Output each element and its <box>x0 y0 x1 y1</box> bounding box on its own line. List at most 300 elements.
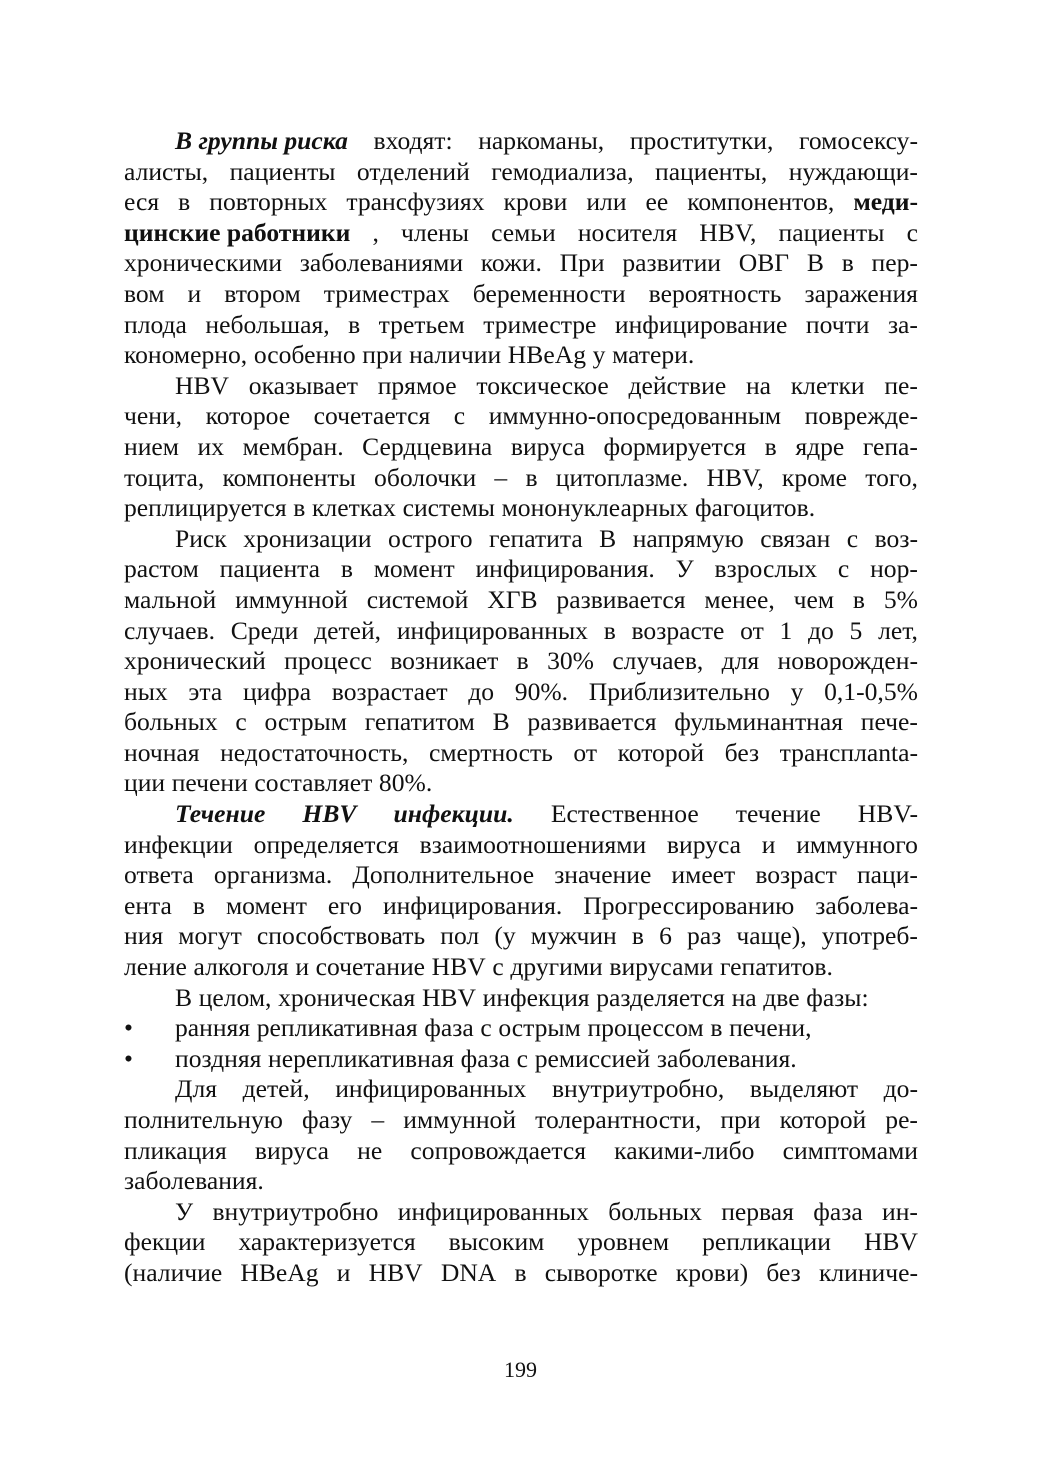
word: гепатита <box>489 523 583 553</box>
word: нуждающи- <box>788 156 918 186</box>
word: поздняя <box>175 1043 262 1073</box>
word: фаза <box>424 1013 474 1043</box>
text-line <box>124 1074 918 1105</box>
word: полнительную <box>124 1105 283 1134</box>
word: острым <box>498 1013 581 1043</box>
word: в <box>348 309 361 339</box>
word: гомосексу- <box>799 126 918 155</box>
word: заболева- <box>815 890 918 920</box>
word: поврежде- <box>804 401 918 431</box>
text-line <box>124 187 918 218</box>
word: кроме <box>781 462 848 492</box>
word: взаимоотношениями <box>419 829 647 859</box>
word: пер- <box>871 248 918 278</box>
word: ядре <box>795 431 845 461</box>
word: уровнем <box>577 1227 670 1257</box>
word: фагоцитов. <box>694 493 816 523</box>
text-line <box>124 952 918 983</box>
word: от <box>740 615 764 645</box>
word: с <box>235 707 247 737</box>
word: связан <box>760 523 831 553</box>
word: и <box>336 1257 351 1287</box>
word: отделений <box>356 156 470 186</box>
word: пациента <box>219 554 321 584</box>
word: прямое <box>377 370 457 400</box>
word: его <box>327 890 362 920</box>
word: организма. <box>213 860 333 890</box>
word: внутриутробно, <box>551 1074 725 1104</box>
word: крови) <box>675 1257 749 1287</box>
word: которой <box>779 1105 867 1134</box>
word: растом <box>124 554 199 584</box>
word: вероятность <box>648 278 782 308</box>
text-line <box>124 463 918 494</box>
word: с <box>492 952 504 982</box>
word: симптомами <box>782 1135 918 1165</box>
text-line <box>124 493 918 524</box>
word: эта <box>188 676 223 706</box>
word: не <box>357 1135 383 1165</box>
word: HBV <box>421 982 476 1012</box>
word: HBV <box>302 799 357 829</box>
word: инфицирование <box>614 309 788 339</box>
word: В группы риска <box>175 126 348 155</box>
bullet-text <box>175 1013 812 1044</box>
word: которое <box>205 401 291 431</box>
word: без <box>766 1257 801 1287</box>
text-line <box>124 524 918 555</box>
word: с <box>837 554 850 584</box>
text-line <box>124 432 918 463</box>
text-line <box>124 401 918 432</box>
word: имеет <box>671 860 736 890</box>
word: ответа <box>124 860 194 890</box>
word: за- <box>887 309 918 339</box>
word: 5% <box>883 584 918 614</box>
word: у <box>592 340 606 370</box>
word: чем <box>793 584 835 614</box>
word: заболеваниями <box>299 248 464 278</box>
text-line <box>124 616 918 647</box>
text-line <box>124 157 918 188</box>
word: У <box>675 554 694 584</box>
word: с <box>846 523 859 553</box>
word: вируса <box>510 431 585 461</box>
word: процесс <box>284 646 372 676</box>
word: семьи <box>491 217 556 247</box>
word: инфицирования. <box>382 890 563 920</box>
text-line <box>124 310 918 341</box>
word: которой <box>617 737 705 767</box>
word: Течение <box>175 799 266 829</box>
word: в <box>852 584 866 614</box>
word: инфицированных <box>397 1196 589 1226</box>
bullet-text <box>175 1044 797 1075</box>
word: на <box>731 982 757 1012</box>
word: того, <box>865 462 918 492</box>
word: больных <box>124 707 218 737</box>
word: в <box>710 1013 723 1043</box>
word: меди- <box>853 187 918 217</box>
word: носителя <box>577 217 678 247</box>
word: лет, <box>878 615 918 645</box>
word: мальной <box>124 584 217 614</box>
word: , <box>372 217 379 247</box>
word: сопровождается <box>410 1135 586 1165</box>
word: возрасте <box>631 615 725 645</box>
word: тоцита, <box>124 462 205 492</box>
word: возрастает <box>331 676 448 706</box>
word: смертность <box>428 737 553 767</box>
text-line <box>124 738 918 769</box>
word: 6 <box>659 921 672 951</box>
text-line <box>124 707 918 738</box>
word: крови <box>503 187 568 217</box>
word: В <box>492 707 510 737</box>
word: в <box>764 431 777 461</box>
word: компонентов, <box>687 187 835 217</box>
word: наркоманы, <box>478 126 605 155</box>
word: пече- <box>860 707 918 737</box>
word: клетках <box>312 493 396 523</box>
word: иммунной <box>235 584 348 614</box>
word: до <box>468 676 495 706</box>
word: воз- <box>874 523 918 553</box>
word: В <box>806 248 824 278</box>
word: алкоголя <box>193 952 289 982</box>
word: Для <box>175 1074 218 1104</box>
word: заражения <box>804 278 918 308</box>
word: и <box>295 952 310 982</box>
word: сыворотке <box>544 1257 658 1287</box>
word: плода <box>124 309 187 339</box>
word: фульминантная <box>674 707 844 737</box>
word: детей, <box>242 1074 310 1104</box>
word: в <box>178 187 191 217</box>
text-line <box>124 830 918 861</box>
word: на <box>745 370 771 400</box>
word: – <box>494 462 508 492</box>
word: трансплanta- <box>779 737 918 767</box>
text-line <box>124 1105 918 1136</box>
word: инфекции <box>124 829 233 859</box>
word: с <box>906 217 918 247</box>
word: оказывает <box>248 370 358 400</box>
word: составляет <box>254 768 373 798</box>
word: Риск <box>175 523 227 553</box>
word: токсическое <box>476 370 609 400</box>
word: клиниче- <box>818 1257 918 1287</box>
word: HBV <box>431 952 486 982</box>
text-line <box>124 1166 918 1197</box>
word: в <box>525 462 538 492</box>
word: в <box>603 615 616 645</box>
word: пациенты <box>778 217 885 247</box>
word: другими <box>510 952 603 982</box>
word: или <box>586 187 627 217</box>
word: пол <box>440 921 480 951</box>
word: триместрах <box>323 278 450 308</box>
word: момент <box>373 554 455 584</box>
word: ных <box>124 676 168 706</box>
word: паци- <box>856 860 918 890</box>
word: и <box>761 829 776 859</box>
word: хронический <box>124 646 266 676</box>
word: 80%. <box>378 768 433 798</box>
word: ремиссией <box>534 1043 651 1073</box>
word: втором <box>224 278 301 308</box>
bullet-marker: • <box>124 1043 133 1073</box>
word: мембран. <box>242 431 344 461</box>
word: в <box>516 646 529 676</box>
word: системой <box>366 584 469 614</box>
text-line <box>124 1136 918 1167</box>
word: вирусами <box>609 952 714 982</box>
word: и <box>187 278 202 308</box>
page-number: 199 <box>504 1357 537 1382</box>
word: Сердцевина <box>362 431 493 461</box>
word: HBV- <box>857 799 918 829</box>
word: HBV, <box>706 462 764 492</box>
word: вируса <box>666 829 741 859</box>
word: недостаточность, <box>220 737 409 767</box>
word: входят: <box>373 126 453 155</box>
body-text <box>124 126 918 1289</box>
word: фазы: <box>806 982 869 1012</box>
word: ин- <box>882 1196 918 1226</box>
word: повторных <box>209 187 328 217</box>
word: высоким <box>448 1227 545 1257</box>
word: хронизации <box>243 523 372 553</box>
word: от <box>573 737 598 767</box>
word: репликативная <box>256 1013 418 1043</box>
word: в <box>192 890 205 920</box>
word: ента <box>124 890 172 920</box>
word: употреб- <box>821 921 918 951</box>
text-line <box>124 768 918 799</box>
word: HBV, <box>699 217 757 247</box>
word: 90%. <box>514 676 569 706</box>
word: ранняя <box>175 1013 251 1043</box>
word: ление <box>124 952 187 982</box>
word: толерантности, <box>535 1105 702 1134</box>
word: трансфузиях <box>346 187 485 217</box>
word: мужчин <box>530 921 617 951</box>
word: почти <box>805 309 870 339</box>
word: фаза <box>813 1196 863 1226</box>
word: гепатитов. <box>719 952 833 982</box>
word: проститутки, <box>629 126 774 155</box>
word: сочетается <box>313 401 431 431</box>
word: инфекция <box>482 982 590 1012</box>
word: мононуклеарных <box>501 493 689 523</box>
word: заболевания. <box>124 1166 264 1196</box>
word: пликация <box>124 1135 227 1165</box>
word: пациенты <box>229 156 336 186</box>
text-line <box>124 799 918 830</box>
text-line <box>124 921 918 952</box>
word: новорожден- <box>777 646 918 676</box>
word: реплицируется <box>124 493 287 523</box>
word: В <box>599 523 617 553</box>
word: сочетание <box>315 952 426 982</box>
word: до <box>808 615 834 645</box>
word: 0,1-0,5% <box>824 676 918 706</box>
word: ХГВ <box>487 584 538 614</box>
word: заболевания. <box>656 1043 797 1073</box>
text-line <box>124 1197 918 1228</box>
word: еся <box>124 187 160 217</box>
word: в <box>841 248 854 278</box>
word: HBeAg <box>240 1257 319 1287</box>
word: иммунного <box>796 829 918 859</box>
word: фекции <box>124 1227 206 1257</box>
word: нерепликативная <box>268 1043 454 1073</box>
word: определяется <box>253 829 399 859</box>
word: значение <box>554 860 652 890</box>
word: цифра <box>242 676 312 706</box>
word: могут <box>178 921 242 951</box>
text-line <box>124 554 918 585</box>
word: иммунной <box>403 1105 517 1134</box>
word: ночная <box>124 737 200 767</box>
word: При <box>559 248 605 278</box>
text-line <box>124 279 918 310</box>
word: цитоплазме. <box>555 462 689 492</box>
word: больных <box>608 1196 702 1226</box>
word: матери. <box>612 340 695 370</box>
word: до- <box>883 1074 918 1104</box>
word: способствовать <box>256 921 426 951</box>
word: в <box>340 554 353 584</box>
word: В <box>175 982 193 1012</box>
word: третьем <box>378 309 465 339</box>
word: развитии <box>622 248 721 278</box>
word: их <box>197 431 225 461</box>
word: печени, <box>729 1013 812 1043</box>
word: характеризуется <box>238 1227 416 1257</box>
word: HBeAg <box>507 340 586 370</box>
text-line <box>124 218 918 249</box>
word: оболочки <box>374 462 477 492</box>
word: острого <box>388 523 473 553</box>
word: – <box>371 1105 385 1134</box>
word: вом <box>124 278 165 308</box>
word: какими-либо <box>614 1135 755 1165</box>
word: для <box>721 646 760 676</box>
word: беременности <box>472 278 626 308</box>
word: HBV <box>175 370 230 400</box>
word: при <box>720 1105 761 1134</box>
word: Среди <box>230 615 299 645</box>
word: две <box>763 982 800 1012</box>
text-line <box>124 1258 918 1289</box>
word: хроническими <box>124 248 283 278</box>
word: выделяют <box>749 1074 859 1104</box>
word: небольшая, <box>205 309 330 339</box>
word: ния <box>124 921 164 951</box>
word: процессом <box>587 1013 704 1043</box>
word: вируса <box>254 1135 329 1165</box>
word: возраст <box>755 860 837 890</box>
word: случаев. <box>124 615 216 645</box>
word: клетки <box>790 370 865 400</box>
word: ее <box>645 187 669 217</box>
text-line <box>124 1227 918 1258</box>
word: развивается <box>556 584 686 614</box>
word: наличии <box>409 340 502 370</box>
word: целом, <box>198 982 272 1012</box>
word: особенно <box>253 340 356 370</box>
word: печени <box>171 768 248 798</box>
word: У <box>175 1196 194 1226</box>
word: чени, <box>124 401 183 431</box>
word: иммунно-опосредованным <box>488 401 782 431</box>
bullet-item <box>124 1044 918 1075</box>
word: течение <box>735 799 821 829</box>
word: с <box>480 1013 492 1043</box>
word: первая <box>721 1196 794 1226</box>
text-line <box>124 646 918 677</box>
word: компоненты <box>222 462 356 492</box>
word: фазу <box>302 1105 353 1134</box>
word: алисты, <box>124 156 209 186</box>
word: кономерно, <box>124 340 248 370</box>
word: HBV <box>368 1257 423 1287</box>
word: взрослых <box>714 554 818 584</box>
word: триместре <box>483 309 597 339</box>
word: ОВГ <box>738 248 790 278</box>
word: с <box>453 401 466 431</box>
word: чаще), <box>736 921 807 951</box>
word: члены <box>401 217 469 247</box>
word: у <box>790 676 804 706</box>
text-line <box>124 126 918 157</box>
word: HBV <box>863 1227 918 1257</box>
word: DNA <box>440 1257 497 1287</box>
word: действие <box>628 370 727 400</box>
word: (наличие <box>124 1257 223 1287</box>
bullet-marker: • <box>124 1013 133 1043</box>
word: кожи. <box>480 248 542 278</box>
word: системы <box>402 493 495 523</box>
word: формируется <box>603 431 747 461</box>
word: детей, <box>314 615 382 645</box>
word: инфицированных <box>396 615 588 645</box>
word: случаев, <box>612 646 704 676</box>
word: нор- <box>870 554 918 584</box>
word: цинские работники <box>124 217 351 247</box>
word: внутриутробно <box>212 1196 379 1226</box>
word: пе- <box>884 370 918 400</box>
word: раз <box>687 921 722 951</box>
text-line <box>124 677 918 708</box>
word: момент <box>225 890 307 920</box>
text-line <box>124 340 918 371</box>
word: в <box>631 921 644 951</box>
word: острым <box>264 707 347 737</box>
text-line <box>124 585 918 616</box>
word: хроническая <box>278 982 416 1012</box>
word: фаза <box>460 1043 511 1073</box>
word: пациенты, <box>655 156 768 186</box>
word: в <box>293 493 306 523</box>
word: возникает <box>390 646 499 676</box>
text-line <box>124 983 918 1014</box>
word: с <box>516 1043 529 1073</box>
word: в <box>514 1257 527 1287</box>
word: Дополнительное <box>352 860 535 890</box>
